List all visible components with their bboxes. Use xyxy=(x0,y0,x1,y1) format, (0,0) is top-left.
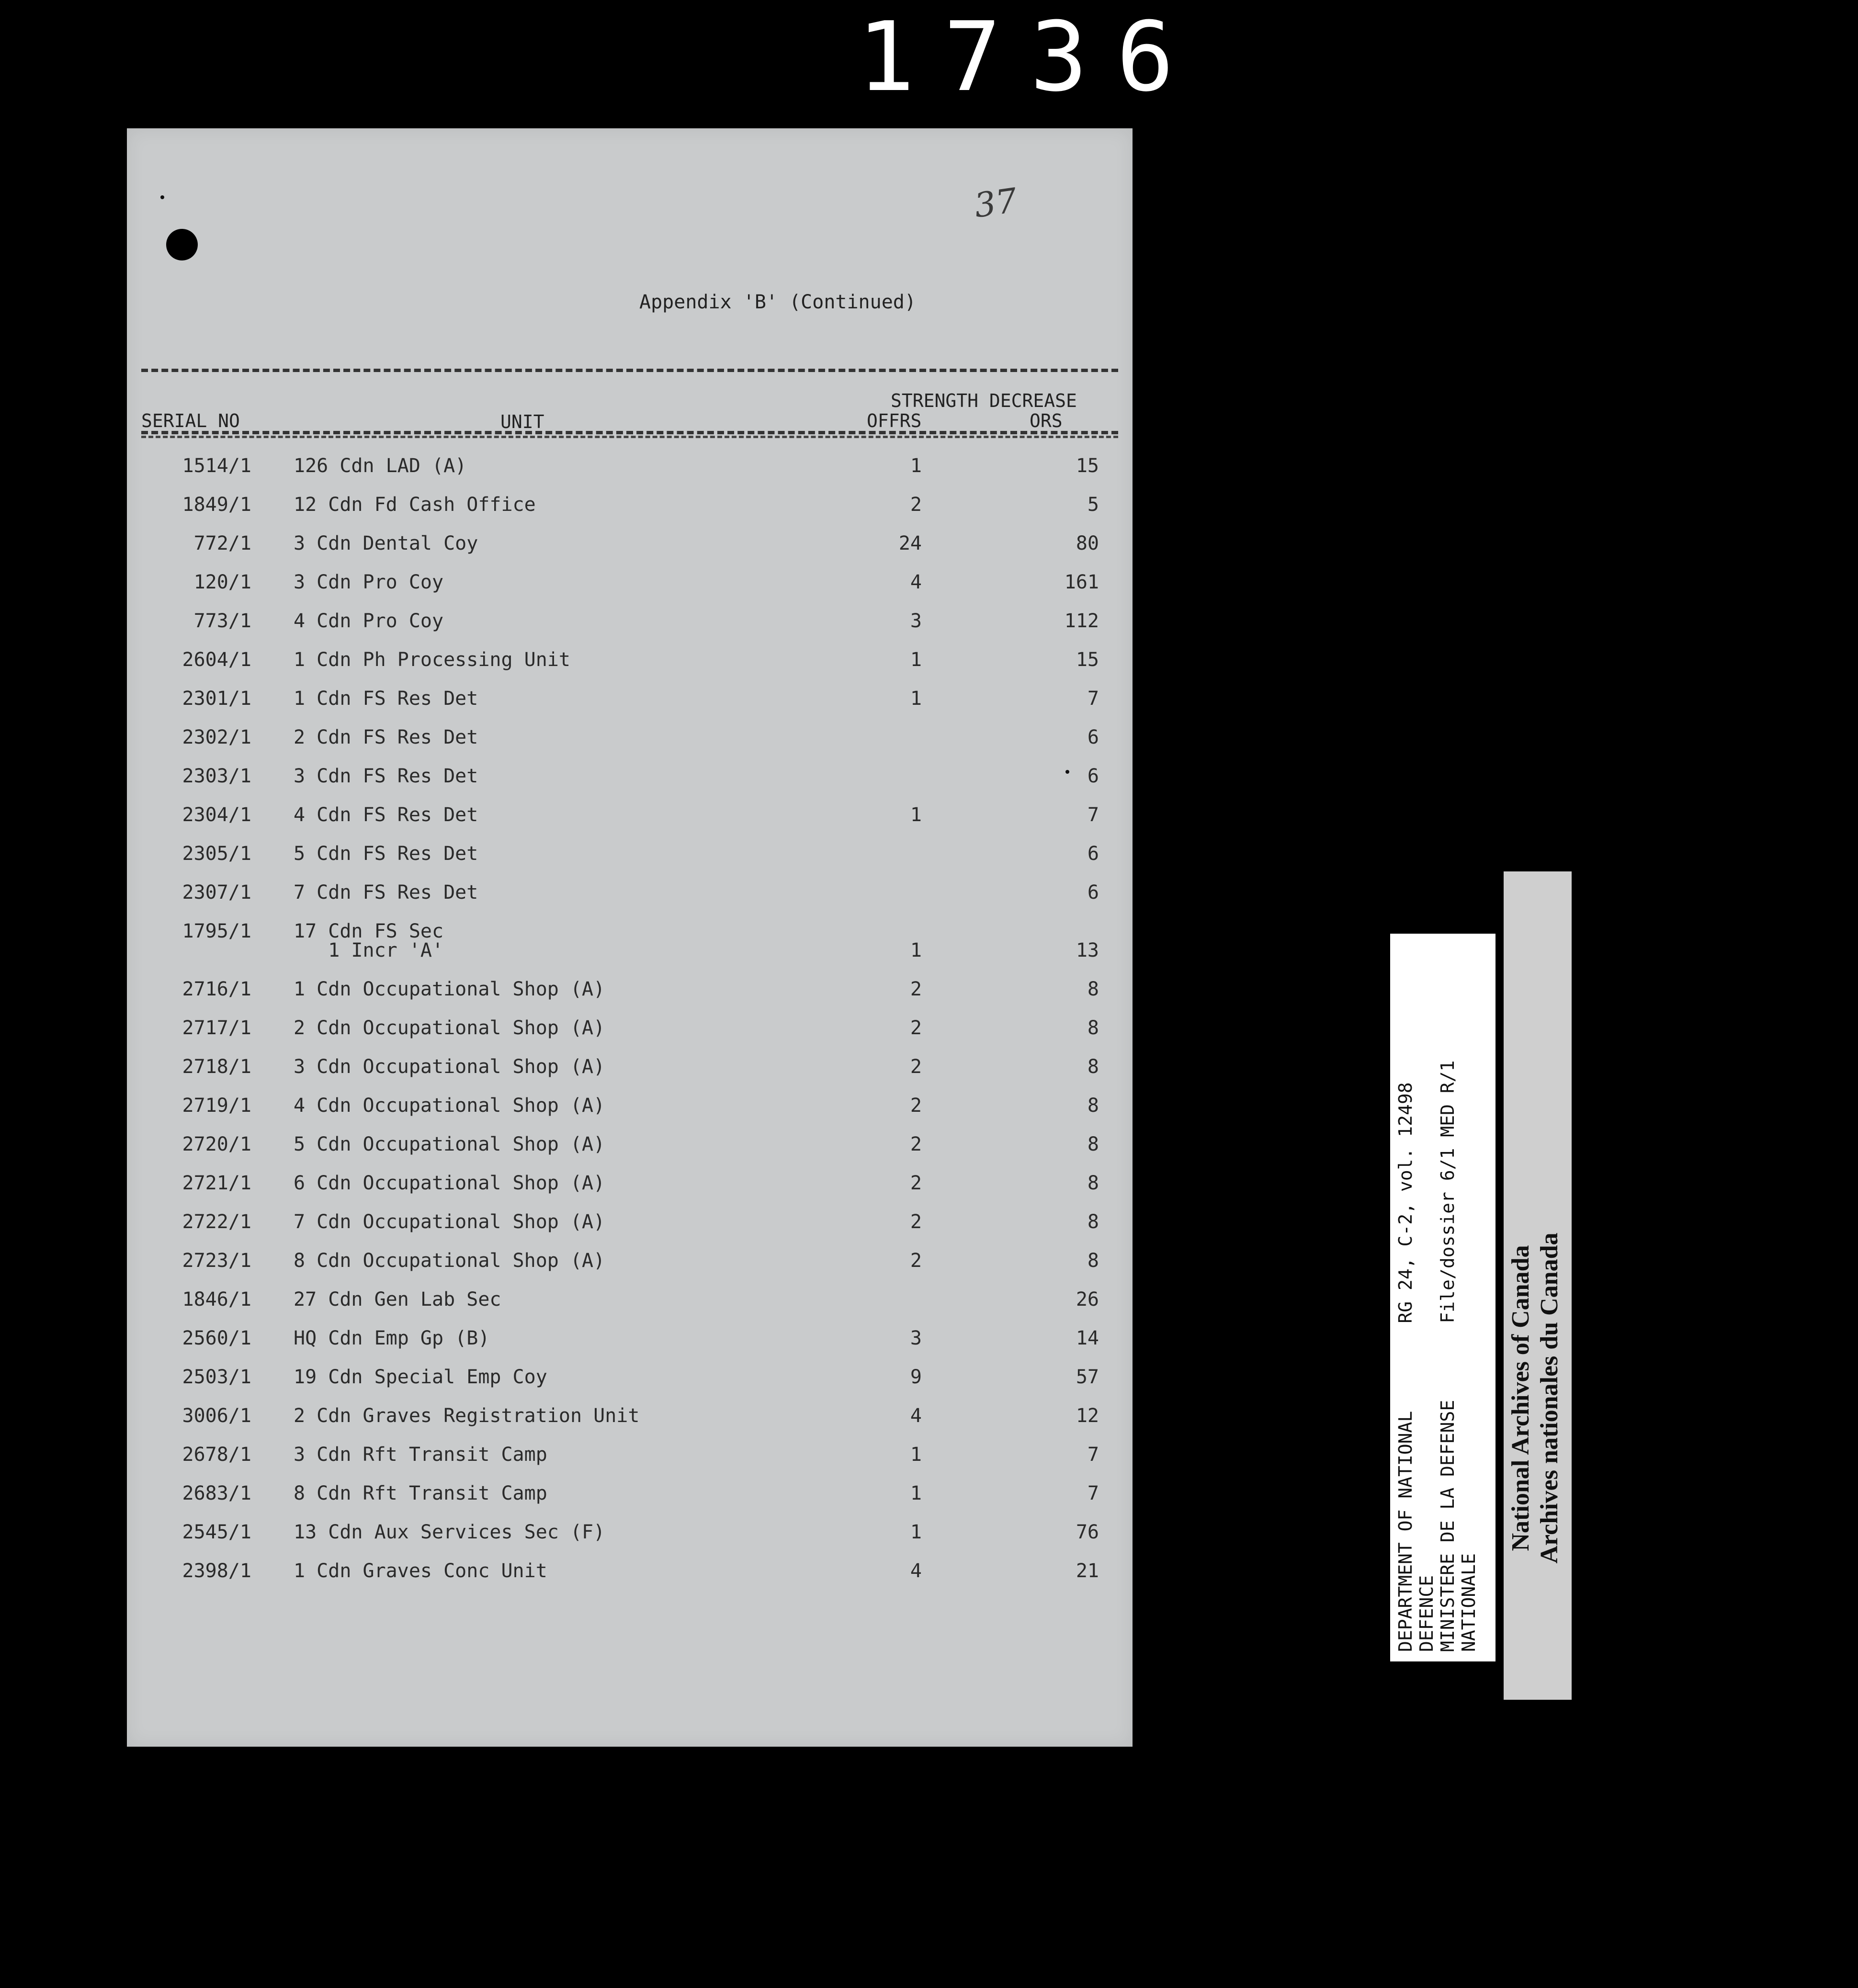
label-line: DEPARTMENT OF NATIONAL RG 24, C-2, vol. 12498 xyxy=(1395,1082,1416,1652)
unit-name: 5 Cdn Occupational Shop (A) xyxy=(294,1133,605,1155)
unit-name: 12 Cdn Fd Cash Office xyxy=(294,494,536,516)
serial-no: 2304/1 xyxy=(182,804,251,826)
unit-name: 13 Cdn Aux Services Sec (F) xyxy=(294,1521,605,1543)
table-row xyxy=(127,883,1133,922)
serial-no: 2302/1 xyxy=(182,726,251,748)
archives-line-english: National Archives of Canada xyxy=(1507,1245,1534,1551)
ors-value: 6 xyxy=(1087,881,1099,904)
serial-no: 1514/1 xyxy=(182,455,251,477)
table-row xyxy=(127,980,1133,1018)
ors-value: 26 xyxy=(1076,1288,1099,1310)
offrs-value: 1 xyxy=(910,1482,922,1504)
serial-no: 2718/1 xyxy=(182,1056,251,1078)
unit-name: 17 Cdn FS Sec 1 Incr 'A' xyxy=(294,920,444,961)
table-row xyxy=(127,1523,1133,1561)
unit-name: 4 Cdn Occupational Shop (A) xyxy=(294,1095,605,1117)
ors-value: 57 xyxy=(1076,1366,1099,1388)
header-unit: UNIT xyxy=(500,411,544,432)
label-line: DEFENCE xyxy=(1416,1575,1437,1652)
ors-value: 21 xyxy=(1076,1560,1099,1582)
ors-value: 6 xyxy=(1087,765,1099,787)
ors-value: 161 xyxy=(1064,571,1099,593)
archives-line-french: Archives nationales du Canada xyxy=(1536,1232,1563,1564)
ors-value: 6 xyxy=(1087,843,1099,865)
speck xyxy=(160,195,164,199)
offrs-value: 2 xyxy=(910,1095,922,1117)
unit-name: 1 Cdn Occupational Shop (A) xyxy=(294,978,605,1000)
ors-value: 8 xyxy=(1087,1056,1099,1078)
ors-value: 6 xyxy=(1087,726,1099,748)
offrs-value: 2 xyxy=(910,1133,922,1155)
offrs-value: 1 xyxy=(910,455,922,477)
handwritten-page-number: 37 xyxy=(972,181,1020,226)
page-title: Appendix 'B' (Continued) xyxy=(639,291,916,313)
table-row xyxy=(127,1406,1133,1445)
ors-value: 8 xyxy=(1087,1133,1099,1155)
offrs-value: 2 xyxy=(910,1172,922,1194)
ors-value: 13 xyxy=(1076,939,1099,961)
serial-no: 2717/1 xyxy=(182,1017,251,1039)
ors-value: 7 xyxy=(1087,804,1099,826)
ors-value: 80 xyxy=(1076,532,1099,554)
table-row xyxy=(127,922,1133,979)
ors-value: 14 xyxy=(1076,1327,1099,1349)
table-row xyxy=(127,1561,1133,1600)
unit-name: 1 Cdn FS Res Det xyxy=(294,688,478,710)
header-rule-top xyxy=(141,369,1118,372)
offrs-value: 4 xyxy=(910,571,922,593)
header-strength-decrease: STRENGTH DECREASE xyxy=(891,390,1077,411)
unit-name: 7 Cdn FS Res Det xyxy=(294,881,478,904)
offrs-value: 1 xyxy=(910,939,922,961)
unit-name: 3 Cdn Occupational Shop (A) xyxy=(294,1056,605,1078)
table-row xyxy=(127,1135,1133,1174)
table-row xyxy=(127,1251,1133,1290)
serial-no: 2716/1 xyxy=(182,978,251,1000)
unit-name: 6 Cdn Occupational Shop (A) xyxy=(294,1172,605,1194)
serial-no: 3006/1 xyxy=(182,1405,251,1427)
unit-name: 1 Cdn Graves Conc Unit xyxy=(294,1560,547,1582)
offrs-value: 1 xyxy=(910,1521,922,1543)
ors-value: 7 xyxy=(1087,1482,1099,1504)
table-row xyxy=(127,611,1133,650)
serial-no: 2301/1 xyxy=(182,688,251,710)
unit-name: 4 Cdn Pro Coy xyxy=(294,610,444,632)
serial-no: 2560/1 xyxy=(182,1327,251,1349)
offrs-value: 1 xyxy=(910,1444,922,1466)
serial-no: 2305/1 xyxy=(182,843,251,865)
microfilm-frame-number: 1736 xyxy=(857,1,1203,113)
serial-no: 2398/1 xyxy=(182,1560,251,1582)
unit-name: 7 Cdn Occupational Shop (A) xyxy=(294,1211,605,1233)
table-row xyxy=(127,1484,1133,1523)
label-line: MINISTERE DE LA DEFENSE File/dossier 6/1 MED R/1 xyxy=(1437,1060,1458,1652)
offrs-value: 4 xyxy=(910,1405,922,1427)
serial-no: 773/1 xyxy=(193,610,251,632)
unit-name: 2 Cdn Occupational Shop (A) xyxy=(294,1017,605,1039)
unit-name: 2 Cdn FS Res Det xyxy=(294,726,478,748)
archives-canada-text xyxy=(1507,1226,1569,1570)
offrs-value: 3 xyxy=(910,1327,922,1349)
header-rule-bottom xyxy=(141,431,1118,434)
header-rule-bottom-double xyxy=(141,436,1118,438)
serial-no: 2545/1 xyxy=(182,1521,251,1543)
serial-no: 120/1 xyxy=(193,571,251,593)
table-row xyxy=(127,767,1133,805)
serial-no: 2721/1 xyxy=(182,1172,251,1194)
table-row xyxy=(127,534,1133,573)
ors-value: 8 xyxy=(1087,978,1099,1000)
table-row xyxy=(127,573,1133,611)
table-row xyxy=(127,1367,1133,1406)
serial-no: 2683/1 xyxy=(182,1482,251,1504)
serial-no: 2307/1 xyxy=(182,881,251,904)
ors-value: 8 xyxy=(1087,1095,1099,1117)
unit-name: 19 Cdn Special Emp Coy xyxy=(294,1366,547,1388)
serial-no: 2720/1 xyxy=(182,1133,251,1155)
ors-value: 112 xyxy=(1064,610,1099,632)
serial-no: 2678/1 xyxy=(182,1444,251,1466)
serial-no: 1849/1 xyxy=(182,494,251,516)
unit-name: 27 Cdn Gen Lab Sec xyxy=(294,1288,501,1310)
serial-no: 2723/1 xyxy=(182,1250,251,1272)
ors-value: 15 xyxy=(1076,455,1099,477)
ors-value: 8 xyxy=(1087,1211,1099,1233)
ors-value: 15 xyxy=(1076,649,1099,671)
archives-canada-strip xyxy=(1504,871,1572,1700)
table-row xyxy=(127,805,1133,844)
table-row xyxy=(127,1018,1133,1057)
offrs-value: 24 xyxy=(898,532,922,554)
table-row xyxy=(127,1329,1133,1367)
offrs-value: 2 xyxy=(910,1211,922,1233)
label-line: NATIONALE xyxy=(1458,1553,1479,1652)
table-row xyxy=(127,844,1133,883)
unit-name: 1 Cdn Ph Processing Unit xyxy=(294,649,570,671)
serial-no: 2722/1 xyxy=(182,1211,251,1233)
table-row xyxy=(127,1096,1133,1135)
unit-name: 3 Cdn Pro Coy xyxy=(294,571,444,593)
table-row xyxy=(127,689,1133,728)
punch-hole xyxy=(166,229,198,260)
offrs-value: 2 xyxy=(910,978,922,1000)
ors-value: 8 xyxy=(1087,1017,1099,1039)
unit-name: 8 Cdn Rft Transit Camp xyxy=(294,1482,547,1504)
offrs-value: 4 xyxy=(910,1560,922,1582)
table-row xyxy=(127,1057,1133,1096)
unit-name: 4 Cdn FS Res Det xyxy=(294,804,478,826)
serial-no: 2604/1 xyxy=(182,649,251,671)
table-row xyxy=(127,650,1133,689)
ors-value: 7 xyxy=(1087,688,1099,710)
document-page xyxy=(127,128,1133,1747)
offrs-value: 1 xyxy=(910,649,922,671)
ors-value: 76 xyxy=(1076,1521,1099,1543)
header-offrs: OFFRS xyxy=(867,410,922,431)
ors-value: 5 xyxy=(1087,494,1099,516)
ors-value: 8 xyxy=(1087,1172,1099,1194)
serial-no: 1795/1 xyxy=(182,920,251,942)
offrs-value: 2 xyxy=(910,1250,922,1272)
unit-name: 5 Cdn FS Res Det xyxy=(294,843,478,865)
unit-name: 3 Cdn FS Res Det xyxy=(294,765,478,787)
serial-no: 2503/1 xyxy=(182,1366,251,1388)
table-row xyxy=(127,1290,1133,1329)
offrs-value: 1 xyxy=(910,804,922,826)
unit-name: 8 Cdn Occupational Shop (A) xyxy=(294,1250,605,1272)
table-row xyxy=(127,456,1133,495)
serial-no: 772/1 xyxy=(193,532,251,554)
unit-name: HQ Cdn Emp Gp (B) xyxy=(294,1327,490,1349)
archive-reference-text xyxy=(1395,943,1491,1652)
offrs-value: 1 xyxy=(910,688,922,710)
offrs-value: 2 xyxy=(910,494,922,516)
serial-no: 2719/1 xyxy=(182,1095,251,1117)
unit-name: 126 Cdn LAD (A) xyxy=(294,455,467,477)
offrs-value: 3 xyxy=(910,610,922,632)
serial-no: 2303/1 xyxy=(182,765,251,787)
table-row xyxy=(127,1445,1133,1484)
unit-name: 3 Cdn Dental Coy xyxy=(294,532,478,554)
offrs-value: 2 xyxy=(910,1056,922,1078)
ors-value: 12 xyxy=(1076,1405,1099,1427)
offrs-value: 9 xyxy=(910,1366,922,1388)
ors-value: 8 xyxy=(1087,1250,1099,1272)
unit-name: 3 Cdn Rft Transit Camp xyxy=(294,1444,547,1466)
archive-reference-label xyxy=(1390,934,1495,1661)
unit-name: 2 Cdn Graves Registration Unit xyxy=(294,1405,640,1427)
table-row xyxy=(127,495,1133,534)
table-row xyxy=(127,1212,1133,1251)
header-ors: ORS xyxy=(1030,410,1063,431)
table-row xyxy=(127,1174,1133,1212)
header-serial: SERIAL NO xyxy=(141,410,240,431)
offrs-value: 2 xyxy=(910,1017,922,1039)
table-row xyxy=(127,728,1133,767)
ors-value: 7 xyxy=(1087,1444,1099,1466)
serial-no: 1846/1 xyxy=(182,1288,251,1310)
